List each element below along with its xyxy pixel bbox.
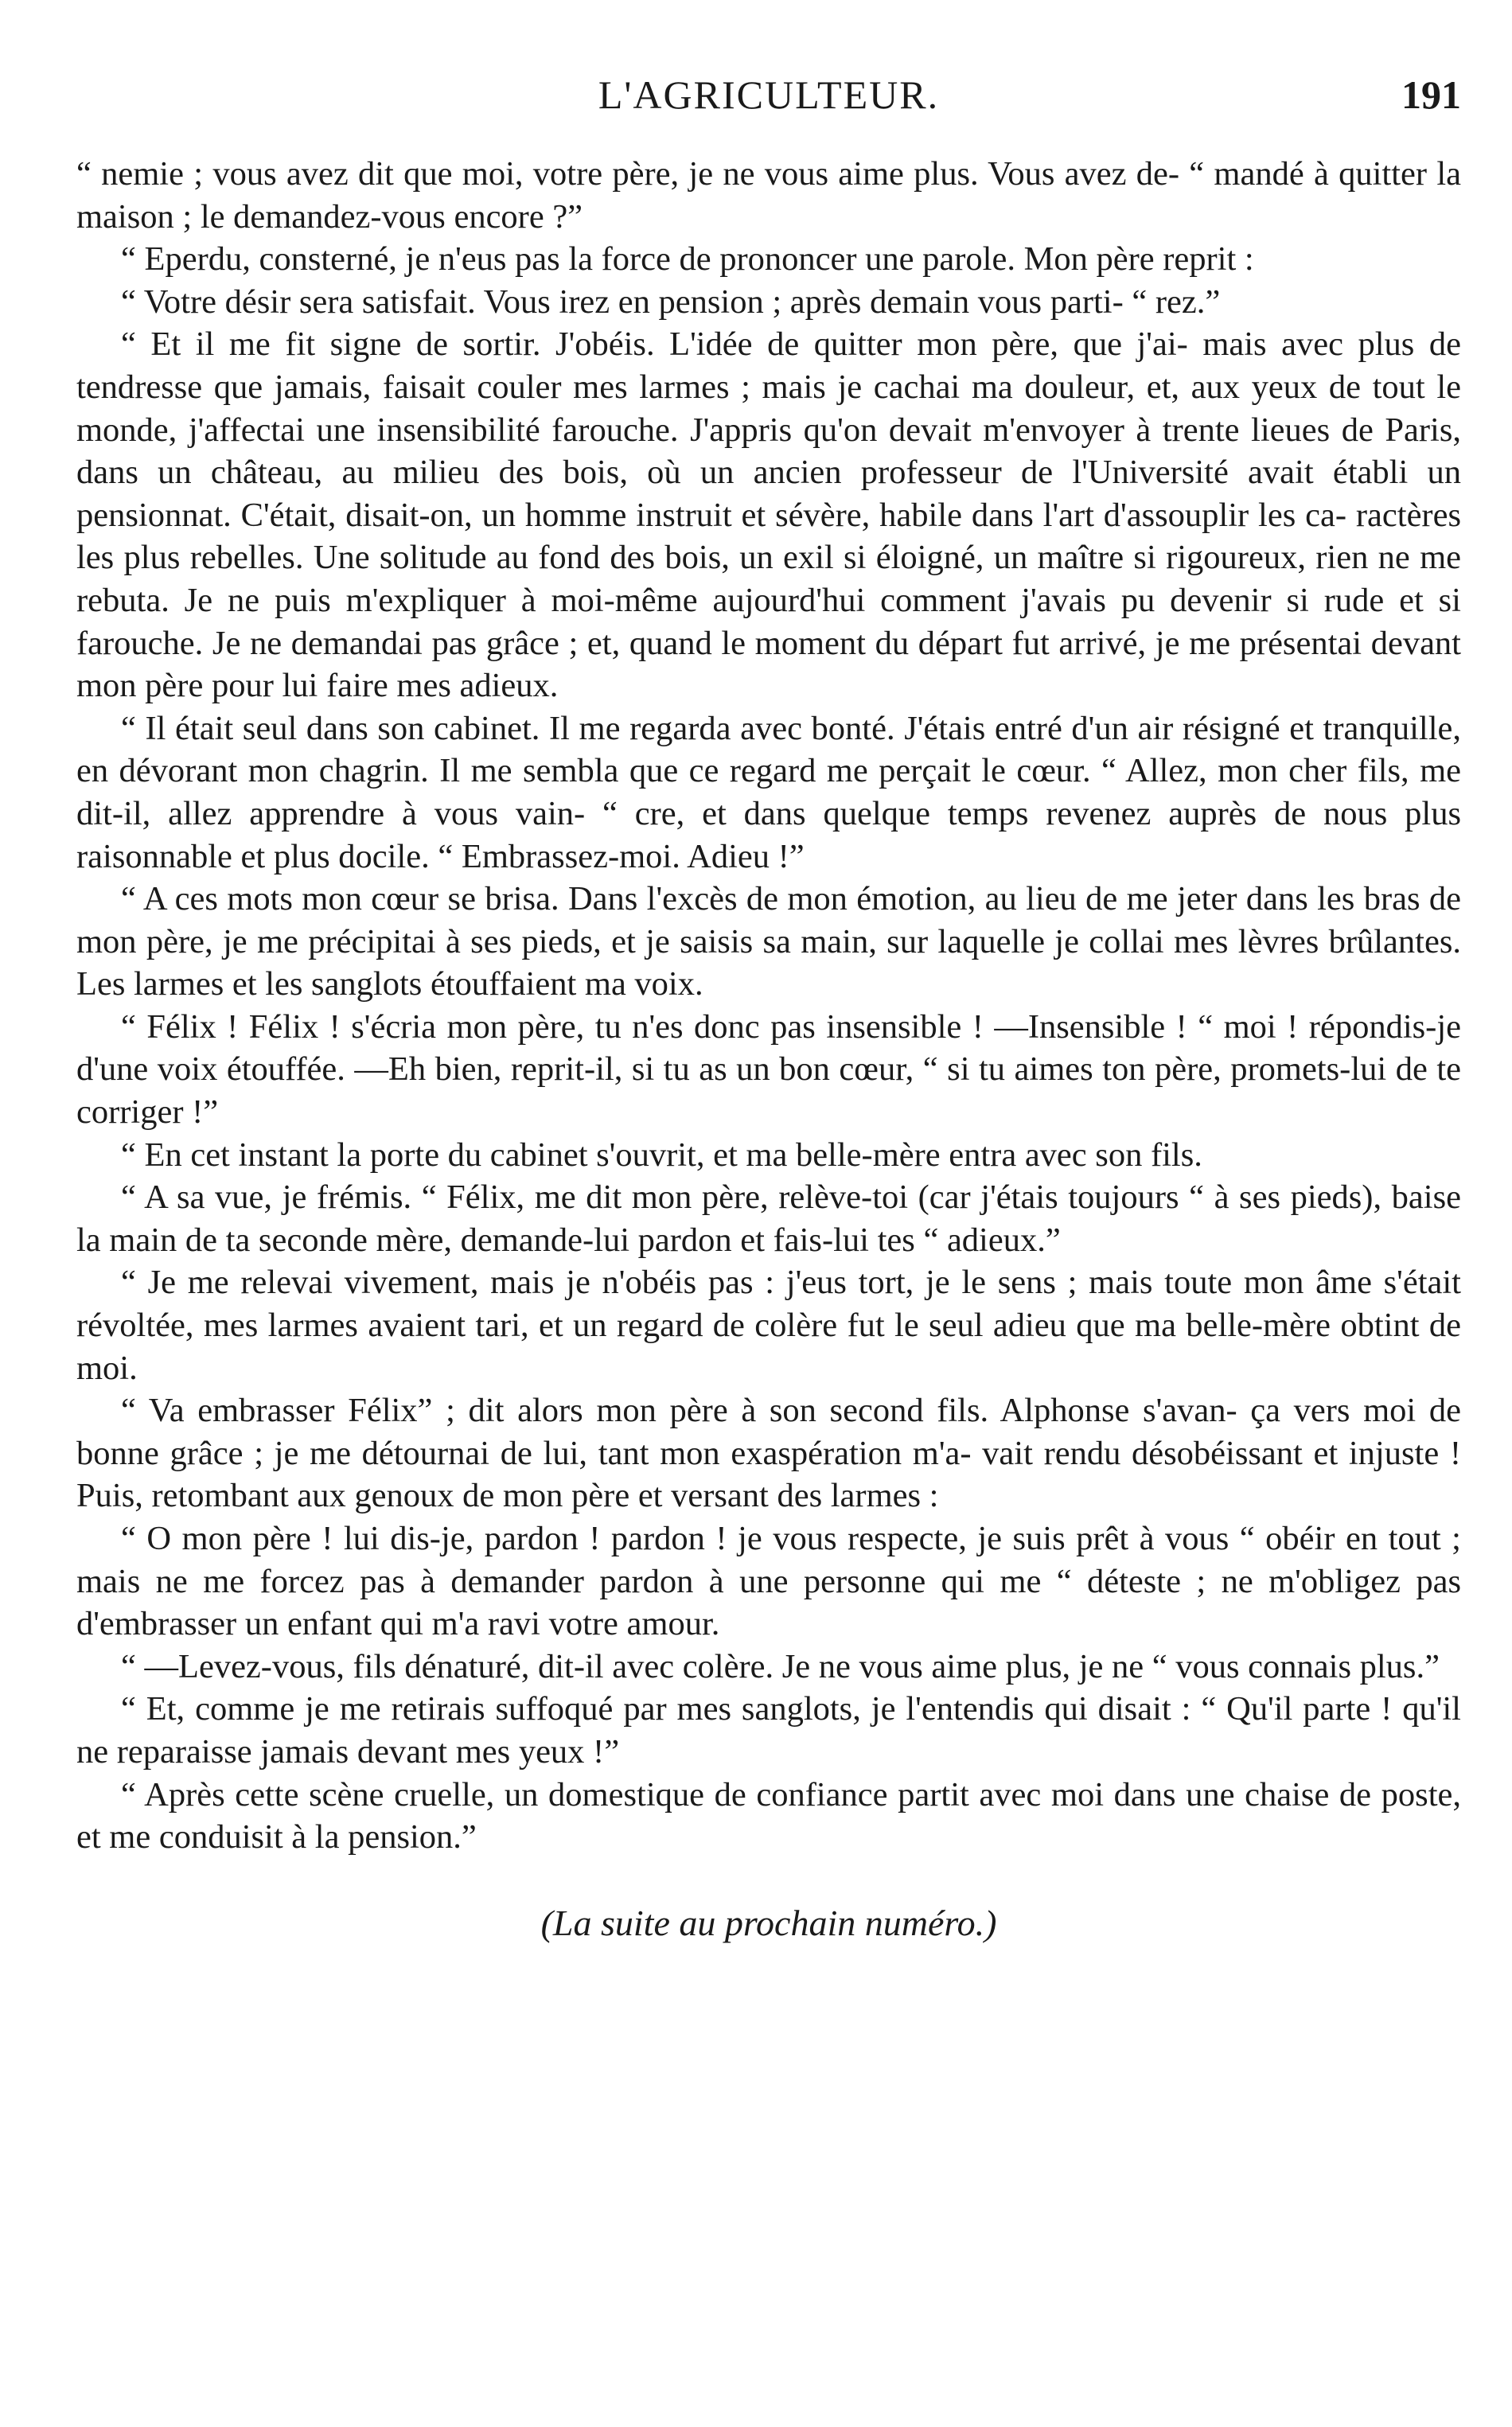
continuation-note: (La suite au prochain numéro.) xyxy=(540,1902,997,1943)
page-header xyxy=(76,72,1461,135)
paragraph: “ Félix ! Félix ! s'écria mon père, tu n'es donc pas insensible ! —Insensible ! “ moi ! répondis-je d'une voix étouffée. —Eh bien, reprit-il, si tu as un bon cœur, “ si tu aimes ton père, promets-lui de te corriger !” xyxy=(76,1007,1461,1132)
paragraph: “ Et il me fit signe de sortir. J'obéis. L'idée de quitter mon père, que j'ai- mais avec plus de tendresse que jamais, faisait couler mes larmes ; mais je cachai ma douleur, et, aux yeux de tout le monde, j'affectai une insensibilité farouche. J'appris qu'on devait m'envoyer à trente lieues de Paris, dans un château, au milieu des bois, où un ancien professeur de l'Université avait établi un pensionnat. C'était, disait-on, un homme instruit et sévère, habile dans l'art d'assouplir les ca- ractères les plus rebelles. Une solitude au fond des bois, un exil si éloigné, un maître si rigoureux, rien ne me rebuta. Je ne puis m'expliquer à moi-même aujourd'hui comment j'avais pu devenir si rude et si farouche. Je ne demandai pas grâce ; et, quand le moment du départ fut arrivé, je me présentai devant mon père pour lui faire mes adieux. xyxy=(76,325,1461,705)
paragraph: “ Après cette scène cruelle, un domestique de confiance partit avec moi dans une chaise de poste, et me conduisit à la pension.” xyxy=(76,1775,1461,1856)
page-number: 191 xyxy=(1401,72,1461,117)
paragraph: “ Va embrasser Félix” ; dit alors mon père à son second fils. Alphonse s'avan- ça vers moi de bonne grâce ; je me détournai de lui, tant mon exaspération m'a- vait rendu désobéissant et injuste ! Puis, retombant aux genoux de mon père et versant des larmes : xyxy=(76,1392,1461,1515)
paragraph: “ —Levez-vous, fils dénaturé, dit-il avec colère. Je ne vous aime plus, je ne “ vous connais plus.” xyxy=(121,1647,1440,1685)
paragraph: “ Il était seul dans son cabinet. Il me regarda avec bonté. J'étais entré d'un air résigné et tranquille, en dévorant mon chagrin. Il me sembla que ce regard me perçait le cœur. “ Allez, mon cher fils, me dit-il, allez apprendre à vous vain- “ cre, et dans quelque temps revenez auprès de nous plus raisonnable et plus docile. “ Embrassez-moi. Adieu !” xyxy=(76,709,1461,875)
paragraph: “ Votre désir sera satisfait. Vous irez en pension ; après demain vous parti- “ rez.” xyxy=(121,282,1221,321)
paragraph: “ Je me relevai vivement, mais je n'obéis pas : j'eus tort, je le sens ; mais toute mon âme s'était révoltée, mes larmes avaient tari, et un regard de colère fut le seul adieu que ma belle-mère obtint de moi. xyxy=(76,1264,1461,1387)
running-title: L'AGRICULTEUR. xyxy=(598,72,940,117)
article-body xyxy=(76,153,1461,1859)
paragraph-continued: “ nemie ; vous avez dit que moi, votre père, je ne vous aime plus. Vous avez de- “ mandé à quitter la maison ; le demandez-vous encore ?” xyxy=(76,155,1461,236)
paragraph: “ Et, comme je me retirais suffoqué par mes sanglots, je l'entendis qui disait : “ Qu'il parte ! qu'il ne reparaisse jamais devant mes yeux !” xyxy=(76,1690,1461,1771)
document-page xyxy=(76,72,1461,1944)
paragraph: “ O mon père ! lui dis-je, pardon ! pardon ! je vous respecte, je suis prêt à vous “ obéir en tout ; mais ne me forcez pas à demander pardon à une personne qui me “ déteste ; ne m'obligez pas d'embrasser un enfant qui m'a ravi votre amour. xyxy=(76,1520,1461,1643)
paragraph: “ A sa vue, je frémis. “ Félix, me dit mon père, relève-toi (car j'étais toujours “ à ses pieds), baise la main de ta seconde mère, demande-lui pardon et fais-lui tes “ adieux.” xyxy=(76,1178,1461,1259)
paragraph: “ Eperdu, consterné, je n'eus pas la force de prononcer une parole. Mon père reprit : xyxy=(121,240,1254,279)
paragraph: “ En cet instant la porte du cabinet s'ouvrit, et ma belle-mère entra avec son fils. xyxy=(121,1136,1202,1174)
paragraph: “ A ces mots mon cœur se brisa. Dans l'excès de mon émotion, au lieu de me jeter dans les bras de mon père, je me précipitai à ses pieds, et je saisis sa main, sur laquelle je collai mes lèvres brûlantes. Les larmes et les sanglots étouffaient ma voix. xyxy=(76,880,1461,1003)
